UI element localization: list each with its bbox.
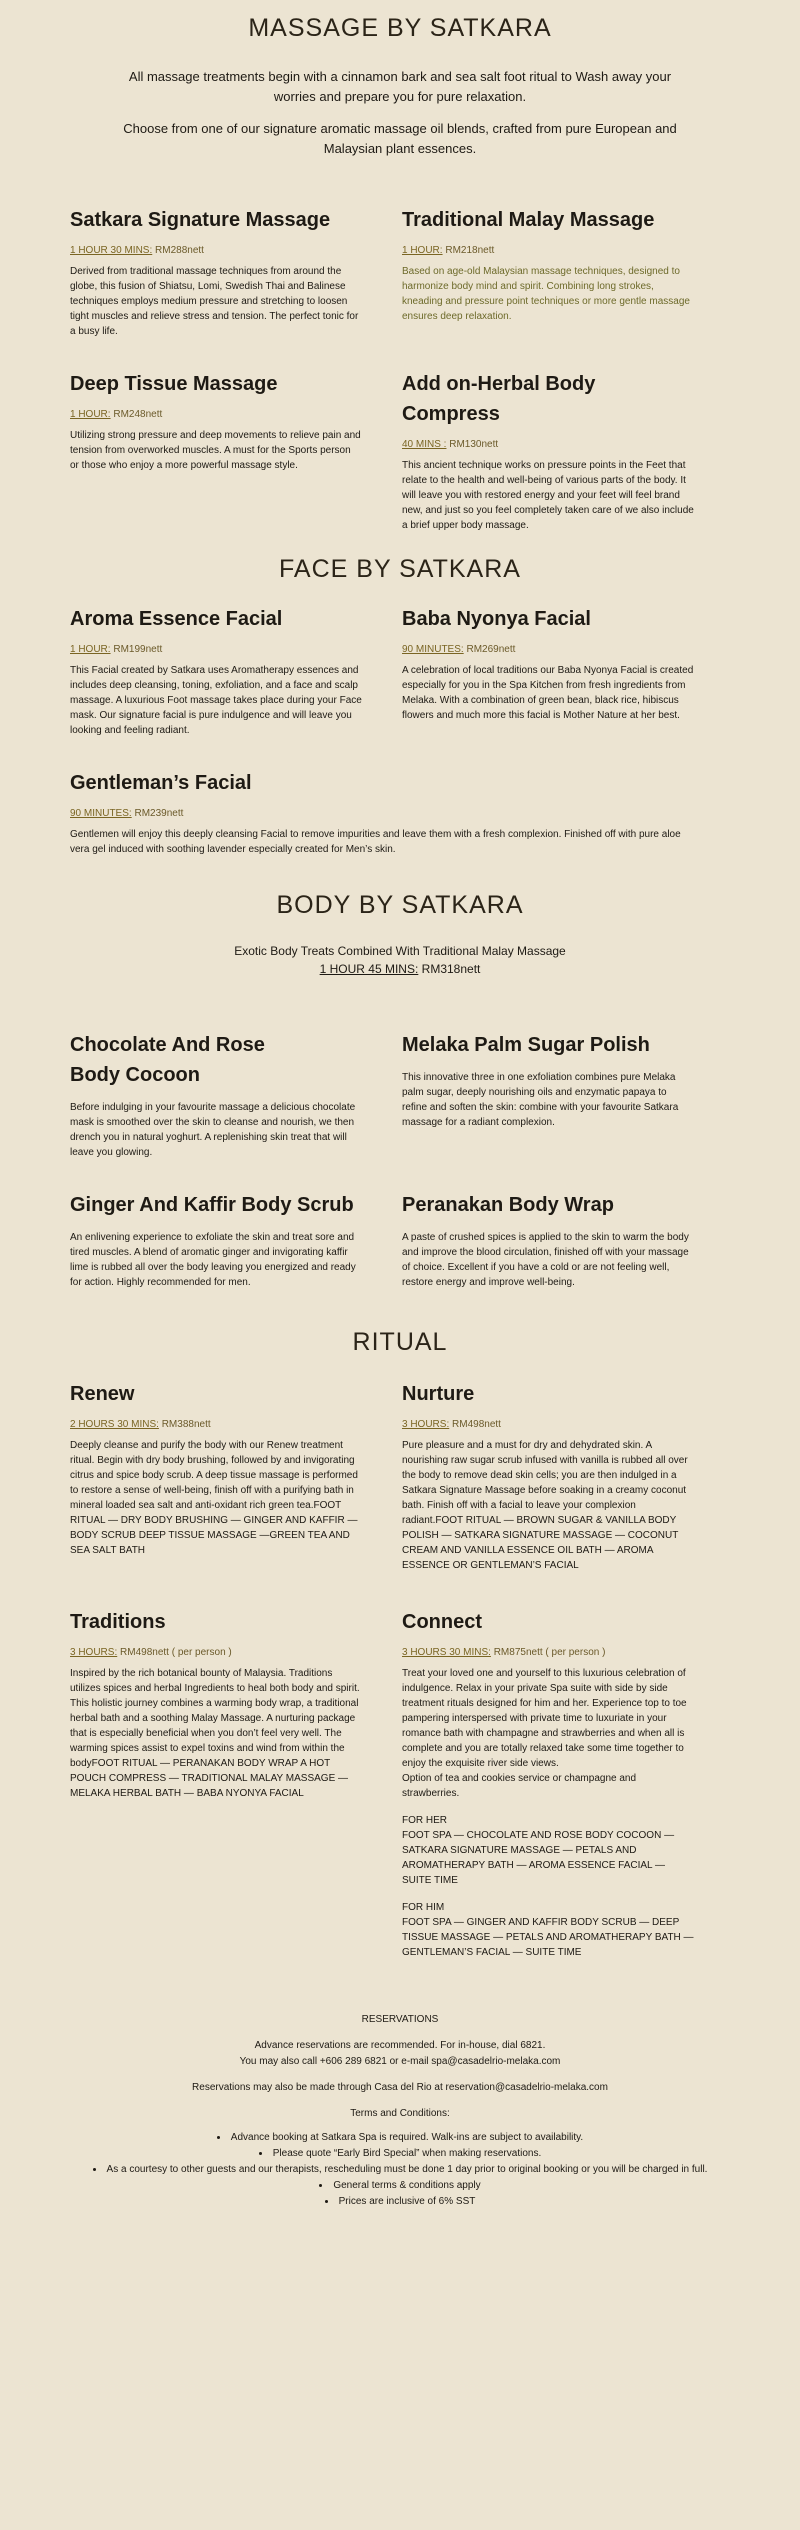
reservations-title: RESERVATIONS [361,2014,439,2025]
treatment-name: Baba Nyonya Facial [402,608,591,630]
duration-link[interactable]: 1 HOUR 45 MINS: [319,962,419,976]
treatment-name: Deep Tissue Massage [70,373,278,395]
terms-item: • Prices are inclusive of 6% SST [0,2194,800,2210]
ritual-name: Nurture [402,1383,475,1405]
treatment-item [402,1030,694,1160]
treatment-item [70,1190,362,1290]
treatment-name: Satkara Signature Massage [70,209,331,231]
duration-link[interactable]: 1 HOUR: [70,409,111,420]
price: RM318nett [421,962,481,976]
ritual-item [70,1607,362,1960]
ritual-grid [70,1379,800,1960]
treatment-description: A celebration of local traditions our Baba Nyonya Facial is created especially for you in the Spa Kitchen from fresh ingredients from Melaka. With a combination of green bean, black rice, hibiscus flowers and much more this facial is Mother Nature at her best. [402,665,694,721]
massage-grid [70,205,800,533]
price: RM130nett [449,439,499,450]
price: RM218nett [445,245,495,256]
ritual-item [402,1379,694,1573]
treatment-name: Chocolate And Rose Body Cocoon [70,1034,265,1086]
per-person-note: ( per person ) [542,1647,606,1658]
treatment-description: Based on age-old Malaysian massage techniques, designed to harmonize body mind and spirit. Combining long strokes, kneading and pressure point techniques or more gentle massage ensures deep relaxation. [402,266,690,322]
ritual-item [70,1379,362,1573]
duration-link[interactable]: 90 MINUTES: [402,644,464,655]
treatment-description: An enlivening experience to exfoliate the skin and treat sore and tired muscles. A blend of aromatic ginger and invigorating kaffir lime is rubbed all over the body leaving you energized and ready for action. Highly recommended for men. [70,1232,356,1288]
duration-link[interactable]: 90 MINUTES: [70,808,132,819]
treatment-description: This ancient technique works on pressure points in the Feet that relate to the health and well-being of various parts of the body. It will leave you with restored energy and your feet will feel brand new, and just so you feel completely taken care of we also include a brief upper body massage. [402,460,694,531]
price-line [402,644,694,655]
ritual-description: Inspired by the rich botanical bounty of Malaysia. Traditions utilizes spices and herbal Ingredients to heal both body and spirit. This holistic journey combines a warming body wrap, a traditional herbal bath and a soothing Malay Massage. A nurturing package that is especially beneficial when you don’t feel very well. The warming spices assist to expel toxins and wind from within the bodyFOOT RITUAL — PERANAKAN BODY WRAP A HOT POUCH COMPRESS — TRADITIONAL MALAY MASSAGE — MELAKA HERBAL BATH — BABA NYONYA FACIAL [70,1668,360,1799]
terms-list [0,2130,800,2210]
for-him-label: FOR HIM [402,1902,445,1913]
terms-item: • As a courtesy to other guests and our therapists, rescheduling must be done 1 day prior to original booking or you will be charged in full. [0,2162,800,2178]
ritual-item [402,1607,694,1960]
price: RM288nett [155,245,204,256]
duration-link[interactable]: 3 HOURS 30 MINS: [402,1647,491,1658]
massage-intro-2: Choose from one of our signature aromatic massage oil blends, crafted from pure European and Malaysian plant essences. [123,121,677,156]
treatment-description: This innovative three in one exfoliation combines pure Melaka palm sugar, deeply nourishing oils and enzymatic papaya to refine and soften the skin: combine with your favourite Satkara massage for a radiant complexion. [402,1072,679,1128]
ritual-description: Deeply cleanse and purify the body with our Renew treatment ritual. Begin with dry body brushing, followed by and invigorating citrus and spice body scrub. A deep tissue massage is performed to restore a sense of well-being, finish off with a purifying bath in mineral loaded sea salt and anti-oxidant rich green tea.FOOT RITUAL — DRY BODY BRUSHING — GINGER AND KAFFIR — BODY SCRUB DEEP TISSUE MASSAGE —GREEN TEA AND SEA SALT BATH [70,1440,358,1556]
treatment-item [70,604,362,738]
price-line [402,439,694,450]
treatment-name: Ginger And Kaffir Body Scrub [70,1194,354,1216]
price-line [70,409,362,420]
duration-link[interactable]: 2 HOURS 30 MINS: [70,1419,159,1430]
treatment-description: This Facial created by Satkara uses Aromatherapy essences and includes deep cleansing, toning, exfoliation, and a face and scalp massage. A luxurious Foot massage takes place during your Face mask. Our signature facial is pure indulgence and will leave you looking and feeling radiant. [70,665,362,736]
terms-title: Terms and Conditions: [350,2108,450,2119]
price-line [70,1647,362,1658]
price: RM498nett [120,1647,169,1658]
treatment-description: A paste of crushed spices is applied to the skin to warm the body and improve the blood circulation, finished off with your massage of choice. Excellent if you have a cold or are not feeling well, restore energy and improve well-being. [402,1232,689,1288]
ritual-name: Traditions [70,1611,166,1633]
price-line [70,245,362,256]
reservations-line-1: Advance reservations are recommended. For in-house, dial 6821. [254,2040,546,2051]
treatment-name: Traditional Malay Massage [402,209,655,231]
body-price-line [0,960,800,978]
price: RM199nett [113,644,163,655]
face-section-title: FACE BY SATKARA [279,555,521,583]
price: RM248nett [113,409,163,420]
ritual-name: Renew [70,1383,135,1405]
treatment-description: Utilizing strong pressure and deep movements to relieve pain and tension from overworked muscles. A must for the Sports person or those who enjoy a more powerful massage style. [70,430,361,471]
ritual-section-title: RITUAL [352,1328,448,1356]
duration-link[interactable]: 1 HOUR: [70,644,111,655]
price: RM269nett [466,644,516,655]
treatment-item [402,369,694,533]
duration-link[interactable]: 3 HOURS: [402,1419,450,1430]
price-line [402,245,694,256]
treatment-name: Peranakan Body Wrap [402,1194,614,1216]
face-grid [70,604,800,738]
treatment-name: Add on-Herbal Body Compress [402,373,596,425]
duration-link[interactable]: 1 HOUR 30 MINS: [70,245,153,256]
terms-item: • Advance booking at Satkara Spa is required. Walk-ins are subject to availability. [0,2130,800,2146]
ritual-description: Pure pleasure and a must for dry and dehydrated skin. A nourishing raw sugar scrub infused with vanilla is rubbed all over the body to remove dead skin cells; you are then indulged in a Satkara Signature Massage before soaking in a creamy coconut bath. Finish off with a facial to leave your complexion radiant.FOOT RITUAL — BROWN SUGAR & VANILLA BODY POLISH — SATKARA SIGNATURE MASSAGE — COCONUT CREAM AND VANILLA ESSENCE OIL BATH — AROMA ESSENCE OR GENTLEMAN’S FACIAL [402,1440,688,1571]
price-line [70,808,700,819]
price: RM388nett [161,1419,211,1430]
duration-link[interactable]: 1 HOUR: [402,245,443,256]
terms-item: • General terms & conditions apply [0,2178,800,2194]
price-line [402,1419,694,1430]
body-grid [70,1030,800,1290]
price-line [70,644,362,655]
treatment-description: Before indulging in your favourite massage a delicious chocolate mask is smoothed over the skin to cleanse and nourish, we then drench you in natural yoghurt. A replenishing skin treat that will leave you glowing. [70,1102,356,1158]
treatment-item [70,1030,362,1160]
terms-item: • Please quote “Early Bird Special” when making reservations. [0,2146,800,2162]
treatment-name: Aroma Essence Facial [70,608,283,630]
reservations-line-3: Reservations may also be made through Casa del Rio at reservation@casadelrio-melaka.com [192,2082,608,2093]
ritual-name: Connect [402,1611,482,1633]
massage-intro-1: All massage treatments begin with a cinnamon bark and sea salt foot ritual to Wash away your worries and prepare you for pure relaxation. [128,69,672,104]
treatment-item [402,205,694,339]
reservations-line-2: You may also call +606 289 6821 or e-mail spa@casadelrio-melaka.com [239,2056,561,2067]
treatment-description: Gentlemen will enjoy this deeply cleansing Facial to remove impurities and leave them with a fresh complexion. Finished off with pure aloe vera gel induced with soothing lavender especially created for Men’s skin. [70,829,681,855]
price: RM875nett [493,1647,543,1658]
treatment-item [402,1190,694,1290]
price-line [402,1647,694,1658]
treatment-item [70,369,362,533]
duration-link[interactable]: 40 MINS : [402,439,447,450]
for-him-steps: FOOT SPA — GINGER AND KAFFIR BODY SCRUB — DEEP TISSUE MASSAGE — PETALS AND AROMATHERAPY BATH — GENTLEMAN’S FACIAL — SUITE TIME [402,1917,694,1958]
body-subtitle: Exotic Body Treats Combined With Traditional Malay Massage [234,944,566,958]
price: RM498nett [452,1419,501,1430]
for-her-label: FOR HER [402,1815,447,1826]
price: RM239nett [134,808,184,819]
per-person-note: ( per person ) [168,1647,232,1658]
for-her-steps: FOOT SPA — CHOCOLATE AND ROSE BODY COCOON — SATKARA SIGNATURE MASSAGE — PETALS AND AROMATHERAPY BATH — AROMA ESSENCE FACIAL — SUITE TIME [402,1830,675,1886]
treatment-item [402,604,694,738]
ritual-description: Treat your loved one and yourself to this luxurious celebration of indulgence. Relax in your private Spa suite with side by side treatment rituals designed for him and her. Experience top to toe pampering interspersed with private time to luxuriate in your romance bath with champagne and strawberries and when all is complete and you are totally relaxed take some time together to enjoy the exquisite river side views. Option of tea and cookies service or champagne and strawberries. [402,1668,687,1799]
gentleman-facial-item [70,768,700,857]
reservations-block [0,2012,800,2210]
treatment-name: Gentleman’s Facial [70,772,252,794]
massage-section-title: MASSAGE BY SATKARA [248,14,552,42]
treatment-item [70,205,362,339]
duration-link[interactable]: 3 HOURS: [70,1647,118,1658]
price-line [70,1419,362,1430]
treatment-description: Derived from traditional massage techniques from around the globe, this fusion of Shiatsu, Lomi, Swedish Thai and Balinese techniques employs medium pressure and stretching to loosen tight muscles and relieve stress and tension. The perfect tonic for a busy life. [70,266,359,337]
treatment-name: Melaka Palm Sugar Polish [402,1034,650,1056]
body-section-title: BODY BY SATKARA [276,891,524,919]
